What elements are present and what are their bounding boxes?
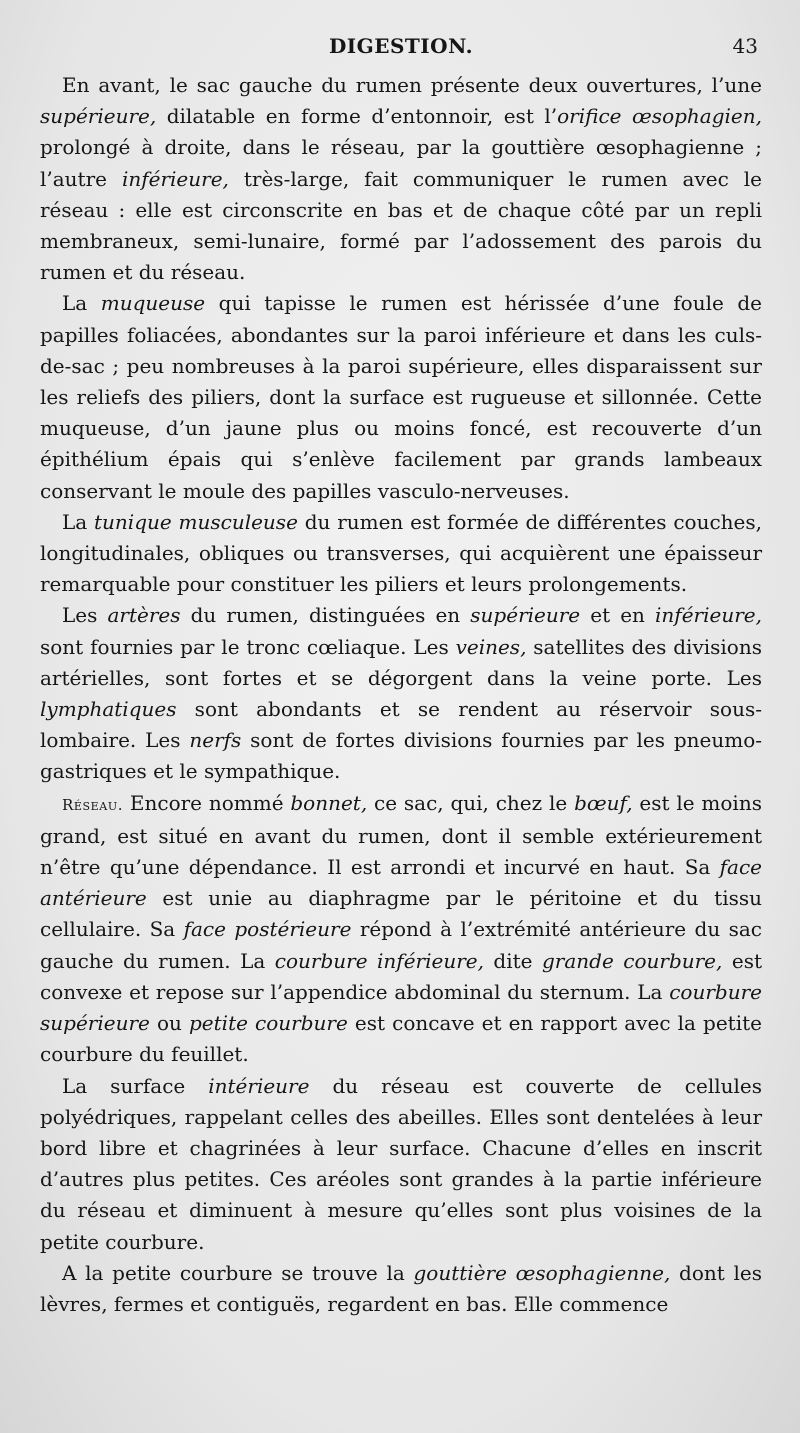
text-segment: qui tapisse le rumen est hérissée d’une foule de papilles foliacées, abondantes sur la paroi inférieure et dans les culs-de-sac ; peu nombreuses à la paroi supérieure, elles disparaissent sur les reliefs des piliers, dont la surface est rugueuse et sillonnée. Cette muqueuse, d’un jaune plus ou moins foncé, est recouverte d’un épithélium épais qui s’enlève facilement par grands lambeaux conservant le moule des papilles vasculo-nerveuses. <box>40 291 763 503</box>
text-segment: sont de fortes divisions fournies par les pneumo-gastriques et le sympathique. <box>40 728 763 784</box>
italic-term: courbure supérieure <box>40 979 762 1036</box>
text-segment: sont abondants et se rendent au réservoir sous-lombaire. Les <box>40 697 762 753</box>
paragraph-gouttiere <box>40 1258 762 1320</box>
paragraph-vaisseaux-nerfs <box>40 600 762 787</box>
italic-term: inférieure, <box>121 166 229 191</box>
text-segment: du rumen est formée de différentes couches, longitudinales, obliques ou transverses, qui acquièrent une épaisseur remarquable pour constituer les piliers et leurs prolongements. <box>40 509 763 597</box>
text-segment: est le moins grand, est situé en avant du rumen, dont il semble extérieurement n’être qu’une dépendance. Il est arrondi et incurvé en haut. Sa <box>40 790 762 880</box>
page-number: 43 <box>732 34 758 58</box>
italic-term: lymphatiques <box>40 697 177 722</box>
text-segment: dilatable en forme d’entonnoir, est l’ <box>156 104 558 129</box>
italic-term: bœuf, <box>574 790 633 815</box>
italic-term: muqueuse <box>100 291 206 316</box>
paragraph-surface-interieure <box>40 1071 762 1258</box>
italic-term: courbure inférieure, <box>274 948 484 973</box>
text-segment: répond à l’extrémité antérieure du sac gauche du rumen. La <box>40 917 762 973</box>
text-segment: La <box>62 509 94 534</box>
italic-term: face postérieure <box>183 917 352 942</box>
italic-term: tunique musculeuse <box>94 509 298 534</box>
text-segment: ou <box>149 1011 189 1036</box>
page-header <box>40 26 762 70</box>
text-segment: et en <box>580 603 656 628</box>
italic-term: petite courbure <box>189 1011 348 1036</box>
italic-term: face antérieure <box>40 855 762 911</box>
text-segment: Les <box>62 603 108 628</box>
text-segment: dont les lèvres, fermes et contiguës, regardent en bas. Elle commence <box>40 1260 762 1316</box>
italic-term: bonnet, <box>290 790 368 815</box>
text-segment: dite <box>483 948 542 973</box>
text-segment: est unie au diaphragme par le péritoine et du tissu cellulaire. Sa <box>40 886 762 942</box>
italic-term: gouttière œsophagienne, <box>413 1260 671 1285</box>
italic-term: inférieure, <box>655 603 762 628</box>
text-segment: est concave et en rapport avec la petite courbure du feuillet. <box>40 1011 762 1067</box>
running-title: DIGESTION. <box>328 34 474 58</box>
paragraph-reseau <box>40 788 762 1071</box>
text-segment: ce sac, qui, chez le <box>367 790 575 815</box>
italic-term: intérieure <box>208 1073 310 1098</box>
paragraph-orifices <box>40 70 762 288</box>
section-heading: Réseau. <box>62 795 124 814</box>
italic-term: nerfs <box>189 728 242 753</box>
body-text <box>40 70 762 1320</box>
paragraph-muqueuse <box>40 288 762 506</box>
text-segment: du rumen, distinguées en <box>180 603 471 628</box>
text-segment: Encore nommé <box>123 790 291 815</box>
italic-term: veines, <box>455 634 527 659</box>
text-segment: est convexe et repose sur l’appendice abdominal du sternum. La <box>40 948 762 1004</box>
italic-term: artères <box>107 603 181 628</box>
paragraph-tunique-musculeuse <box>40 507 762 601</box>
text-segment: En avant, le sac gauche du rumen présente deux ouvertures, l’une <box>62 73 762 97</box>
text-segment: La <box>62 291 101 316</box>
text-segment: La surface <box>62 1073 209 1098</box>
text-segment: très-large, fait communiquer le rumen avec le réseau : elle est circonscrite en bas et de chaque côté par un repli membraneux, semi-lunaire, formé par l’adossement des parois du rumen et du réseau. <box>40 166 762 285</box>
text-segment: A la petite courbure se trouve la <box>62 1260 414 1285</box>
text-segment: satellites des divisions artérielles, sont fortes et se dégorgent dans la veine porte. Les <box>40 634 762 690</box>
italic-term: supérieure <box>470 603 581 628</box>
italic-term: orifice œsophagien, <box>557 104 762 129</box>
text-segment: sont fournies par le tronc cœliaque. Les <box>40 634 456 659</box>
italic-term: supérieure, <box>40 104 157 129</box>
italic-term: grande courbure, <box>541 948 723 973</box>
text-segment: prolongé à droite, dans le réseau, par la gouttière œsophagienne ; l’autre <box>40 135 762 191</box>
text-segment: du réseau est couverte de cellules polyédriques, rappelant celles des abeilles. Elles sont dentelées à leur bord libre et chagrinées à leur surface. Chacune d’elles en inscrit d’autres plus petites. Ces aréoles sont grandes à la partie inférieure du réseau et diminuent à mesure qu’elles sont plus voisines de la petite courbure. <box>40 1073 762 1254</box>
